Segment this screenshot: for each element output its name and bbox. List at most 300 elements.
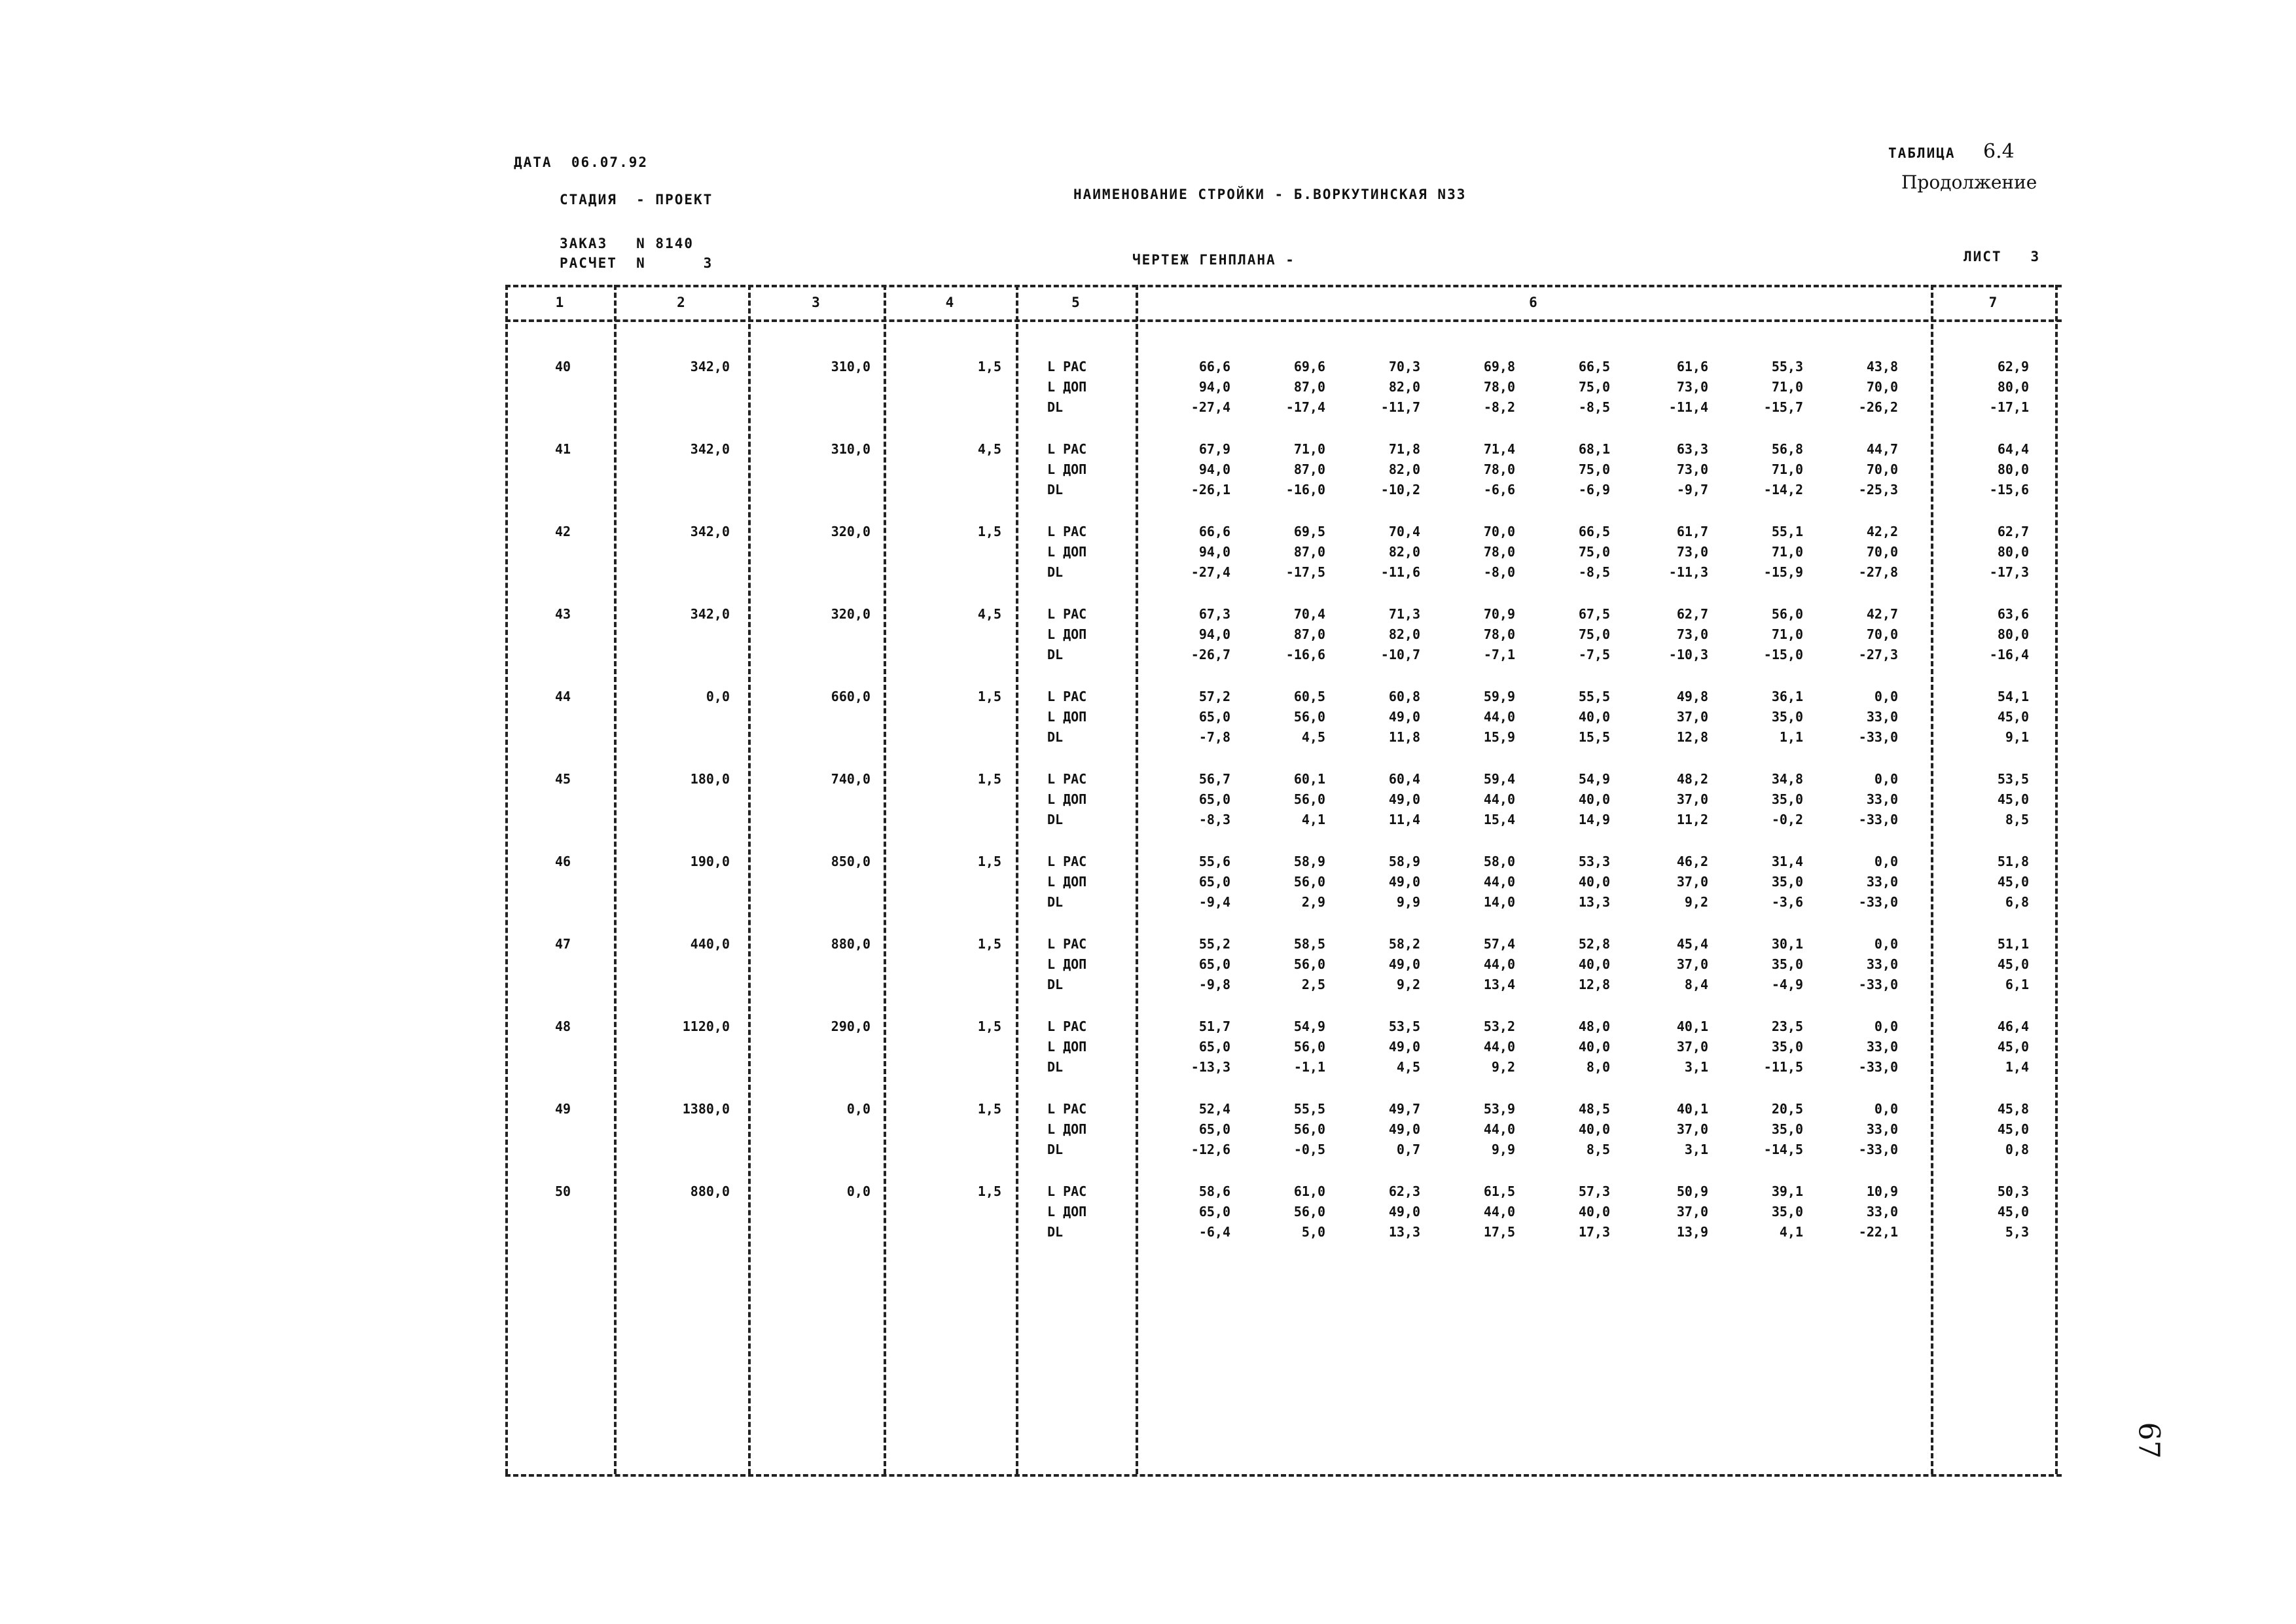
l-dop-value: 40,0 — [1578, 709, 1610, 725]
l-pac-value: 31,4 — [1771, 854, 1803, 869]
l-dop-value: 33,0 — [1866, 791, 1898, 807]
label-dl: DL — [1047, 564, 1064, 580]
l-pac-value: 56,0 — [1771, 606, 1803, 622]
col7-dl: 8,5 — [2005, 812, 2029, 827]
dl-value: 8,4 — [1684, 977, 1708, 992]
col3-value: 850,0 — [831, 854, 870, 869]
l-dop-value: 49,0 — [1388, 874, 1420, 890]
dl-value: -8,5 — [1578, 399, 1610, 415]
dl-value: 8,5 — [1586, 1142, 1610, 1157]
row-number: 50 — [554, 1183, 571, 1199]
col7-dl: 6,8 — [2005, 894, 2029, 910]
l-dop-value: 37,0 — [1676, 1204, 1708, 1219]
label-l-pac: L РАС — [1047, 1019, 1087, 1034]
dl-value: -33,0 — [1858, 894, 1898, 910]
l-pac-value: 55,1 — [1771, 524, 1803, 539]
col7-l-dop: 45,0 — [1997, 1039, 2029, 1055]
l-dop-value: 82,0 — [1388, 379, 1420, 395]
l-dop-value: 87,0 — [1293, 544, 1325, 560]
l-pac-value: 0,0 — [1874, 1019, 1898, 1034]
table-number: 6.4 — [1983, 140, 2015, 163]
row-number: 46 — [554, 854, 571, 869]
dl-value: 13,9 — [1676, 1224, 1708, 1240]
l-dop-value: 44,0 — [1483, 791, 1515, 807]
l-pac-value: 49,7 — [1388, 1101, 1420, 1117]
label-l-dop: L ДОП — [1047, 956, 1087, 972]
col7-l-dop: 45,0 — [1997, 1204, 2029, 1219]
l-pac-value: 0,0 — [1874, 1101, 1898, 1117]
dl-value: 9,9 — [1396, 894, 1420, 910]
l-pac-value: 71,3 — [1388, 606, 1420, 622]
row-number: 45 — [554, 771, 571, 787]
dl-value: -33,0 — [1858, 977, 1898, 992]
l-dop-value: 40,0 — [1578, 1039, 1610, 1055]
l-dop-value: 37,0 — [1676, 874, 1708, 890]
dl-value: -9,4 — [1198, 894, 1230, 910]
l-dop-value: 73,0 — [1676, 626, 1708, 642]
l-pac-value: 66,5 — [1578, 359, 1610, 374]
l-dop-value: 78,0 — [1483, 461, 1515, 477]
l-pac-value: 49,8 — [1676, 689, 1708, 704]
dl-value: 9,2 — [1396, 977, 1420, 992]
l-dop-value: 87,0 — [1293, 379, 1325, 395]
l-pac-value: 10,9 — [1866, 1183, 1898, 1199]
dl-value: -13,3 — [1191, 1059, 1230, 1075]
dl-value: -33,0 — [1858, 1142, 1898, 1157]
dl-value: 14,0 — [1483, 894, 1515, 910]
label-l-pac: L РАС — [1047, 359, 1087, 374]
dl-value: -8,0 — [1483, 564, 1515, 580]
col-header-2: 2 — [677, 295, 685, 310]
col7-l-pac: 50,3 — [1997, 1183, 2029, 1199]
l-dop-value: 71,0 — [1771, 626, 1803, 642]
l-pac-value: 67,3 — [1198, 606, 1230, 622]
label-l-pac: L РАС — [1047, 854, 1087, 869]
l-pac-value: 69,6 — [1293, 359, 1325, 374]
l-dop-value: 94,0 — [1198, 544, 1230, 560]
col-header-4: 4 — [945, 295, 954, 310]
dl-value: -8,3 — [1198, 812, 1230, 827]
l-pac-value: 30,1 — [1771, 936, 1803, 952]
table-label: ТАБЛИЦА — [1888, 145, 1956, 161]
dl-value: 4,5 — [1396, 1059, 1420, 1075]
dl-value: -22,1 — [1858, 1224, 1898, 1240]
col-header-7: 7 — [1988, 295, 1998, 310]
col7-l-dop: 80,0 — [1997, 379, 2029, 395]
dl-value: 3,1 — [1684, 1059, 1708, 1075]
l-pac-value: 50,9 — [1676, 1183, 1708, 1199]
dl-value: -15,9 — [1763, 564, 1803, 580]
header-bottom-border — [505, 319, 2062, 322]
dl-value: -11,3 — [1668, 564, 1708, 580]
l-pac-value: 60,1 — [1293, 771, 1325, 787]
l-dop-value: 70,0 — [1866, 379, 1898, 395]
l-dop-value: 37,0 — [1676, 791, 1708, 807]
l-dop-value: 44,0 — [1483, 874, 1515, 890]
col2-value: 342,0 — [690, 524, 730, 539]
l-pac-value: 57,3 — [1578, 1183, 1610, 1199]
dl-value: -11,5 — [1763, 1059, 1803, 1075]
l-pac-value: 69,8 — [1483, 359, 1515, 374]
col7-l-pac: 51,1 — [1997, 936, 2029, 952]
l-pac-value: 57,2 — [1198, 689, 1230, 704]
l-dop-value: 56,0 — [1293, 956, 1325, 972]
l-pac-value: 56,8 — [1771, 441, 1803, 457]
row-number: 47 — [554, 936, 571, 952]
col-divider-2 — [748, 285, 751, 1474]
l-dop-value: 94,0 — [1198, 379, 1230, 395]
col7-dl: 0,8 — [2005, 1142, 2029, 1157]
l-pac-value: 59,4 — [1483, 771, 1515, 787]
col4-value: 1,5 — [977, 359, 1001, 374]
l-dop-value: 82,0 — [1388, 544, 1420, 560]
col7-dl: 1,4 — [2005, 1059, 2029, 1075]
dl-value: -3,6 — [1771, 894, 1803, 910]
col-divider-0 — [505, 285, 508, 1474]
l-pac-value: 0,0 — [1874, 854, 1898, 869]
l-dop-value: 35,0 — [1771, 1039, 1803, 1055]
l-pac-value: 70,0 — [1483, 524, 1515, 539]
label-l-pac: L РАС — [1047, 771, 1087, 787]
l-pac-value: 48,2 — [1676, 771, 1708, 787]
col7-l-dop: 45,0 — [1997, 956, 2029, 972]
dl-value: -27,4 — [1191, 564, 1230, 580]
drawing-label: ЧЕРТЕЖ ГЕНПЛАНА - — [1132, 252, 1295, 268]
l-dop-value: 78,0 — [1483, 544, 1515, 560]
l-dop-value: 49,0 — [1388, 791, 1420, 807]
label-dl: DL — [1047, 812, 1064, 827]
continuation-label: Продолжение — [1901, 171, 2037, 193]
l-pac-value: 56,7 — [1198, 771, 1230, 787]
l-pac-value: 62,3 — [1388, 1183, 1420, 1199]
col7-l-dop: 80,0 — [1997, 626, 2029, 642]
l-pac-value: 43,8 — [1866, 359, 1898, 374]
l-dop-value: 35,0 — [1771, 956, 1803, 972]
col7-l-dop: 45,0 — [1997, 1121, 2029, 1137]
l-pac-value: 40,1 — [1676, 1019, 1708, 1034]
l-dop-value: 37,0 — [1676, 1039, 1708, 1055]
dl-value: -33,0 — [1858, 812, 1898, 827]
stage-label: СТАДИЯ - ПРОЕКТ — [560, 192, 713, 208]
l-dop-value: 33,0 — [1866, 874, 1898, 890]
dl-value: -14,2 — [1763, 482, 1803, 497]
dl-value: -7,1 — [1483, 647, 1515, 662]
col7-l-pac: 63,6 — [1997, 606, 2029, 622]
l-pac-value: 66,5 — [1578, 524, 1610, 539]
col-divider-1 — [614, 285, 617, 1474]
col3-value: 740,0 — [831, 771, 870, 787]
col3-value: 310,0 — [831, 441, 870, 457]
dl-value: -6,9 — [1578, 482, 1610, 497]
dl-value: -26,1 — [1191, 482, 1230, 497]
col4-value: 1,5 — [977, 524, 1001, 539]
label-l-dop: L ДОП — [1047, 709, 1087, 725]
l-pac-value: 52,4 — [1198, 1101, 1230, 1117]
col3-value: 880,0 — [831, 936, 870, 952]
dl-value: -33,0 — [1858, 1059, 1898, 1075]
l-pac-value: 69,5 — [1293, 524, 1325, 539]
col-header-5: 5 — [1071, 295, 1080, 310]
label-l-pac: L РАС — [1047, 1183, 1087, 1199]
col7-l-pac: 62,9 — [1997, 359, 2029, 374]
l-dop-value: 40,0 — [1578, 956, 1610, 972]
col2-value: 342,0 — [690, 359, 730, 374]
l-dop-value: 37,0 — [1676, 1121, 1708, 1137]
l-dop-value: 33,0 — [1866, 1204, 1898, 1219]
l-dop-value: 35,0 — [1771, 791, 1803, 807]
l-pac-value: 45,4 — [1676, 936, 1708, 952]
l-dop-value: 56,0 — [1293, 874, 1325, 890]
l-pac-value: 70,9 — [1483, 606, 1515, 622]
l-dop-value: 75,0 — [1578, 626, 1610, 642]
l-dop-value: 49,0 — [1388, 1039, 1420, 1055]
l-pac-value: 48,0 — [1578, 1019, 1610, 1034]
col4-value: 1,5 — [977, 936, 1001, 952]
l-dop-value: 33,0 — [1866, 956, 1898, 972]
l-dop-value: 71,0 — [1771, 461, 1803, 477]
dl-value: -4,9 — [1771, 977, 1803, 992]
l-dop-value: 40,0 — [1578, 1204, 1610, 1219]
col7-l-dop: 80,0 — [1997, 544, 2029, 560]
l-dop-value: 65,0 — [1198, 1039, 1230, 1055]
row-number: 42 — [554, 524, 571, 539]
row-number: 41 — [554, 441, 571, 457]
dl-value: 15,5 — [1578, 729, 1610, 745]
l-dop-value: 65,0 — [1198, 874, 1230, 890]
l-dop-value: 73,0 — [1676, 544, 1708, 560]
dl-value: 13,3 — [1388, 1224, 1420, 1240]
dl-value: -11,6 — [1380, 564, 1420, 580]
label-dl: DL — [1047, 399, 1064, 415]
col4-value: 1,5 — [977, 1101, 1001, 1117]
dl-value: -25,3 — [1858, 482, 1898, 497]
l-dop-value: 33,0 — [1866, 709, 1898, 725]
col7-dl: -16,4 — [1989, 647, 2029, 662]
l-pac-value: 71,8 — [1388, 441, 1420, 457]
col4-value: 1,5 — [977, 689, 1001, 704]
l-pac-value: 71,0 — [1293, 441, 1325, 457]
col3-value: 0,0 — [846, 1183, 870, 1199]
dl-value: 13,4 — [1483, 977, 1515, 992]
label-dl: DL — [1047, 729, 1064, 745]
col3-value: 0,0 — [846, 1101, 870, 1117]
l-pac-value: 58,6 — [1198, 1183, 1230, 1199]
l-dop-value: 71,0 — [1771, 379, 1803, 395]
col3-value: 320,0 — [831, 606, 870, 622]
l-dop-value: 78,0 — [1483, 379, 1515, 395]
col-divider-4 — [1016, 285, 1018, 1474]
col2-value: 440,0 — [690, 936, 730, 952]
col7-l-pac: 46,4 — [1997, 1019, 2029, 1034]
label-l-dop: L ДОП — [1047, 379, 1087, 395]
l-dop-value: 70,0 — [1866, 544, 1898, 560]
label-l-pac: L РАС — [1047, 936, 1087, 952]
col7-dl: 5,3 — [2005, 1224, 2029, 1240]
dl-value: -27,4 — [1191, 399, 1230, 415]
l-dop-value: 56,0 — [1293, 1039, 1325, 1055]
col7-l-pac: 53,5 — [1997, 771, 2029, 787]
l-dop-value: 65,0 — [1198, 1204, 1230, 1219]
l-dop-value: 87,0 — [1293, 461, 1325, 477]
label-l-dop: L ДОП — [1047, 1039, 1087, 1055]
l-pac-value: 60,5 — [1293, 689, 1325, 704]
l-pac-value: 51,7 — [1198, 1019, 1230, 1034]
dl-value: -11,4 — [1668, 399, 1708, 415]
label-l-dop: L ДОП — [1047, 626, 1087, 642]
col2-value: 342,0 — [690, 606, 730, 622]
row-number: 43 — [554, 606, 571, 622]
label-dl: DL — [1047, 1142, 1064, 1157]
dl-value: 2,9 — [1301, 894, 1325, 910]
col7-dl: 6,1 — [2005, 977, 2029, 992]
dl-value: -7,8 — [1198, 729, 1230, 745]
col7-l-pac: 51,8 — [1997, 854, 2029, 869]
l-pac-value: 52,8 — [1578, 936, 1610, 952]
l-dop-value: 44,0 — [1483, 1039, 1515, 1055]
dl-value: 17,3 — [1578, 1224, 1610, 1240]
dl-value: -7,5 — [1578, 647, 1610, 662]
dl-value: 4,5 — [1301, 729, 1325, 745]
col2-value: 1380,0 — [682, 1101, 730, 1117]
col7-l-pac: 62,7 — [1997, 524, 2029, 539]
dl-value: 9,9 — [1491, 1142, 1515, 1157]
l-dop-value: 65,0 — [1198, 709, 1230, 725]
l-pac-value: 60,4 — [1388, 771, 1420, 787]
l-pac-value: 62,7 — [1676, 606, 1708, 622]
l-pac-value: 23,5 — [1771, 1019, 1803, 1034]
label-dl: DL — [1047, 647, 1064, 662]
dl-value: 12,8 — [1578, 977, 1610, 992]
dl-value: 4,1 — [1779, 1224, 1803, 1240]
dl-value: 11,8 — [1388, 729, 1420, 745]
dl-value: 17,5 — [1483, 1224, 1515, 1240]
l-dop-value: 35,0 — [1771, 874, 1803, 890]
l-dop-value: 35,0 — [1771, 1204, 1803, 1219]
l-dop-value: 87,0 — [1293, 626, 1325, 642]
l-dop-value: 33,0 — [1866, 1039, 1898, 1055]
label-dl: DL — [1047, 482, 1064, 497]
l-dop-value: 78,0 — [1483, 626, 1515, 642]
row-number: 48 — [554, 1019, 571, 1034]
col2-value: 342,0 — [690, 441, 730, 457]
l-dop-value: 65,0 — [1198, 791, 1230, 807]
l-dop-value: 49,0 — [1388, 956, 1420, 972]
col7-dl: -17,1 — [1989, 399, 2029, 415]
l-dop-value: 40,0 — [1578, 874, 1610, 890]
l-dop-value: 73,0 — [1676, 461, 1708, 477]
dl-value: -9,7 — [1676, 482, 1708, 497]
dl-value: 11,2 — [1676, 812, 1708, 827]
order-label: ЗАКАЗ N 8140 — [560, 236, 694, 251]
col2-value: 0,0 — [706, 689, 730, 704]
l-pac-value: 55,5 — [1293, 1101, 1325, 1117]
col-divider-7 — [2055, 285, 2058, 1474]
label-dl: DL — [1047, 894, 1064, 910]
l-pac-value: 70,4 — [1388, 524, 1420, 539]
l-dop-value: 33,0 — [1866, 1121, 1898, 1137]
col4-value: 1,5 — [977, 1183, 1001, 1199]
dl-value: 13,3 — [1578, 894, 1610, 910]
dl-value: -26,2 — [1858, 399, 1898, 415]
l-pac-value: 42,7 — [1866, 606, 1898, 622]
label-l-dop: L ДОП — [1047, 1204, 1087, 1219]
dl-value: -15,0 — [1763, 647, 1803, 662]
col7-l-dop: 45,0 — [1997, 709, 2029, 725]
dl-value: -15,7 — [1763, 399, 1803, 415]
col7-dl: 9,1 — [2005, 729, 2029, 745]
l-dop-value: 49,0 — [1388, 1204, 1420, 1219]
l-pac-value: 58,5 — [1293, 936, 1325, 952]
l-pac-value: 63,3 — [1676, 441, 1708, 457]
dl-value: -17,5 — [1285, 564, 1325, 580]
dl-value: -6,4 — [1198, 1224, 1230, 1240]
l-pac-value: 53,2 — [1483, 1019, 1515, 1034]
l-pac-value: 61,6 — [1676, 359, 1708, 374]
l-pac-value: 53,3 — [1578, 854, 1610, 869]
label-l-pac: L РАС — [1047, 606, 1087, 622]
l-pac-value: 66,6 — [1198, 359, 1230, 374]
col7-l-pac: 54,1 — [1997, 689, 2029, 704]
l-dop-value: 65,0 — [1198, 1121, 1230, 1137]
l-pac-value: 54,9 — [1578, 771, 1610, 787]
l-pac-value: 66,6 — [1198, 524, 1230, 539]
col4-value: 1,5 — [977, 1019, 1001, 1034]
dl-value: 9,2 — [1491, 1059, 1515, 1075]
l-dop-value: 35,0 — [1771, 709, 1803, 725]
l-pac-value: 57,4 — [1483, 936, 1515, 952]
label-l-dop: L ДОП — [1047, 1121, 1087, 1137]
dl-value: -11,7 — [1380, 399, 1420, 415]
calc-label: РАСЧЕТ N 3 — [560, 255, 713, 271]
l-pac-value: 61,0 — [1293, 1183, 1325, 1199]
col4-value: 4,5 — [977, 606, 1001, 622]
l-dop-value: 70,0 — [1866, 626, 1898, 642]
col3-value: 320,0 — [831, 524, 870, 539]
label-l-dop: L ДОП — [1047, 791, 1087, 807]
l-pac-value: 42,2 — [1866, 524, 1898, 539]
dl-value: -6,6 — [1483, 482, 1515, 497]
l-pac-value: 58,0 — [1483, 854, 1515, 869]
dl-value: -16,0 — [1285, 482, 1325, 497]
l-pac-value: 70,4 — [1293, 606, 1325, 622]
l-pac-value: 55,2 — [1198, 936, 1230, 952]
l-dop-value: 49,0 — [1388, 1121, 1420, 1137]
dl-value: -17,4 — [1285, 399, 1325, 415]
l-dop-value: 37,0 — [1676, 709, 1708, 725]
col3-value: 660,0 — [831, 689, 870, 704]
col4-value: 4,5 — [977, 441, 1001, 457]
page-number-handwritten: 67 — [2132, 1422, 2166, 1459]
l-pac-value: 55,3 — [1771, 359, 1803, 374]
dl-value: 12,8 — [1676, 729, 1708, 745]
l-dop-value: 75,0 — [1578, 379, 1610, 395]
dl-value: 15,9 — [1483, 729, 1515, 745]
l-dop-value: 40,0 — [1578, 791, 1610, 807]
col2-value: 880,0 — [690, 1183, 730, 1199]
l-pac-value: 39,1 — [1771, 1183, 1803, 1199]
col2-value: 180,0 — [690, 771, 730, 787]
l-pac-value: 59,9 — [1483, 689, 1515, 704]
dl-value: -12,6 — [1191, 1142, 1230, 1157]
dl-value: 11,4 — [1388, 812, 1420, 827]
row-number: 49 — [554, 1101, 571, 1117]
l-pac-value: 58,9 — [1388, 854, 1420, 869]
l-pac-value: 36,1 — [1771, 689, 1803, 704]
l-pac-value: 0,0 — [1874, 689, 1898, 704]
l-dop-value: 40,0 — [1578, 1121, 1610, 1137]
col7-l-dop: 45,0 — [1997, 791, 2029, 807]
l-dop-value: 44,0 — [1483, 709, 1515, 725]
